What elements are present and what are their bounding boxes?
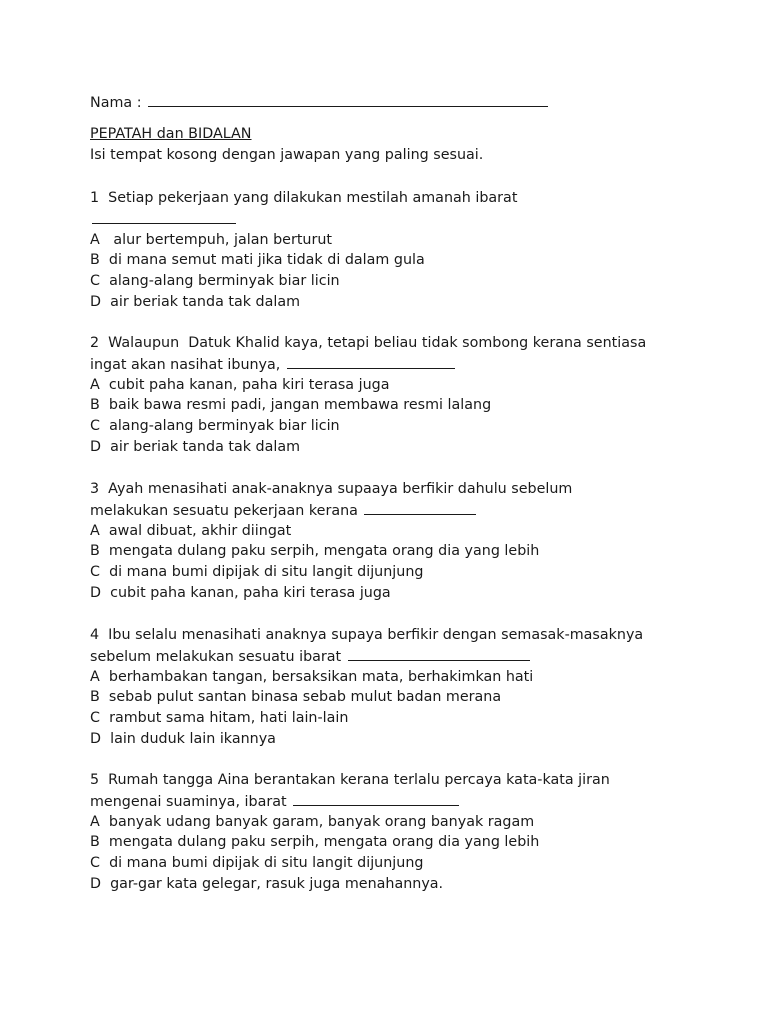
name-blank (148, 92, 548, 107)
option-b: B di mana semut mati jika tidak di dalam gula (90, 252, 425, 269)
option-b: B mengata dulang paku serpih, mengata orang dia yang lebih (90, 543, 540, 560)
answer-blank (287, 354, 455, 369)
option-c: C rambut sama hitam, hati lain-lain (90, 710, 349, 727)
question-stem: sebelum melakukan sesuatu ibarat (90, 648, 346, 665)
option-a: A cubit paha kanan, paha kiri terasa juga (90, 376, 390, 393)
question-stem: 4 Ibu selalu menasihati anaknya supaya berfikir dengan semasak-masaknya (90, 627, 644, 643)
question-stem: 2 Walaupun Datuk Khalid kaya, tetapi beliau tidak sombong kerana sentiasa (90, 335, 647, 351)
option-c: C alang-alang berminyak biar licin (90, 418, 340, 435)
option-d: D lain duduk lain ikannya (90, 730, 276, 747)
name-row (90, 92, 548, 113)
question-5 (90, 770, 610, 895)
question-stem: 5 Rumah tangga Aina berantakan kerana terlalu percaya kata-kata jiran (90, 772, 610, 788)
option-a: A awal dibuat, akhir diingat (90, 522, 292, 539)
instructions: Isi tempat kosong dengan jawapan yang paling sesuai. (90, 146, 484, 163)
option-b: B mengata dulang paku serpih, mengata orang dia yang lebih (90, 834, 540, 851)
option-d: D air beriak tanda tak dalam (90, 293, 301, 310)
question-1 (90, 188, 517, 313)
option-c: C di mana bumi dipijak di situ langit dijunjung (90, 855, 424, 872)
option-d: D air beriak tanda tak dalam (90, 438, 301, 455)
worksheet-title: PEPATAH dan BIDALAN (90, 126, 252, 142)
answer-blank (348, 646, 530, 661)
question-2 (90, 333, 646, 458)
answer-blank (92, 209, 236, 224)
question-4 (90, 625, 643, 750)
question-stem: melakukan sesuatu pekerjaan kerana (90, 502, 363, 519)
question-stem: 1 Setiap pekerjaan yang dilakukan mestilah amanah ibarat (90, 190, 518, 206)
option-b: B baik bawa resmi padi, jangan membawa resmi lalang (90, 397, 492, 414)
name-label: Nama : (90, 95, 147, 111)
header (90, 124, 483, 166)
question-3 (90, 479, 572, 604)
question-stem: mengenai suaminya, ibarat (90, 793, 292, 810)
option-d: D gar-gar kata gelegar, rasuk juga menahannya. (90, 875, 444, 892)
option-a: A banyak udang banyak garam, banyak orang banyak ragam (90, 813, 535, 830)
answer-blank (364, 500, 476, 515)
option-b: B sebab pulut santan binasa sebab mulut badan merana (90, 689, 502, 706)
question-stem: 3 Ayah menasihati anak-anaknya supaaya berfikir dahulu sebelum (90, 481, 573, 497)
option-c: C di mana bumi dipijak di situ langit dijunjung (90, 564, 424, 581)
question-stem: ingat akan nasihat ibunya, (90, 356, 285, 373)
option-a: A alur bertempuh, jalan berturut (90, 231, 333, 248)
option-a: A berhambakan tangan, bersaksikan mata, berhakimkan hati (90, 668, 534, 685)
answer-blank (293, 791, 459, 806)
option-c: C alang-alang berminyak biar licin (90, 273, 340, 290)
option-d: D cubit paha kanan, paha kiri terasa juga (90, 584, 391, 601)
